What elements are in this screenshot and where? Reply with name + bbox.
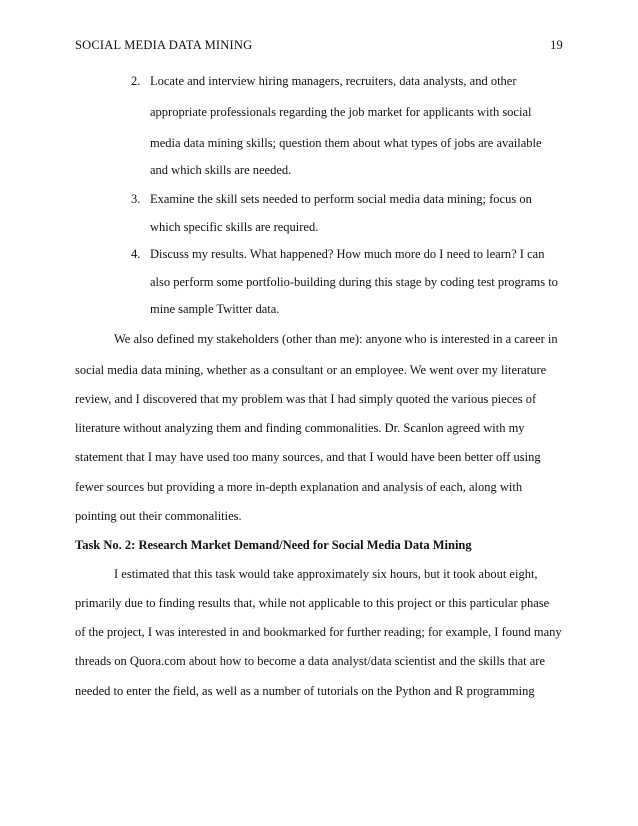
section-heading: Task No. 2: Research Market Demand/Need for Social Media Data Mining [75,538,472,552]
list-item-line: mine sample Twitter data. [150,302,280,316]
body-line: pointing out their commonalities. [75,509,242,523]
list-item-number: 4. [131,247,141,261]
body-line: We also defined my stakeholders (other than me): anyone who is interested in a career in [114,332,558,346]
list-item-line: which specific skills are required. [150,220,319,234]
list-item-line: appropriate professionals regarding the job market for applicants with social [150,105,532,119]
body-line: statement that I may have used too many sources, and that I would have been better off using [75,450,541,464]
page-number: 19 [550,38,563,52]
body-line: needed to enter the field, as well as a number of tutorials on the Python and R programming [75,684,535,698]
body-line: social media data mining, whether as a consultant or an employee. We went over my literature [75,363,547,377]
list-item-number: 2. [131,74,141,88]
list-item-line: media data mining skills; question them about what types of jobs are available [150,136,542,150]
body-line: review, and I discovered that my problem was that I had simply quoted the various pieces of [75,392,537,406]
header-title: SOCIAL MEDIA DATA MINING [75,38,253,52]
list-item-line: Examine the skill sets needed to perform social media data mining; focus on [150,192,532,206]
list-item-number: 3. [131,192,141,206]
list-item-line: and which skills are needed. [150,163,292,177]
running-header [75,38,563,54]
body-line: primarily due to finding results that, while not applicable to this project or this particular phase [75,596,550,610]
body-line: of the project, I was interested in and bookmarked for further reading; for example, I found many [75,625,562,639]
body-line: I estimated that this task would take approximately six hours, but it took about eight, [114,567,538,581]
list-item-line: Locate and interview hiring managers, recruiters, data analysts, and other [150,74,517,88]
body-line: threads on Quora.com about how to become a data analyst/data scientist and the skills that are [75,654,545,668]
list-item-line: Discuss my results. What happened? How much more do I need to learn? I can [150,247,545,261]
body-line: fewer sources but providing a more in-depth explanation and analysis of each, along with [75,480,523,494]
body-line: literature without analyzing them and finding commonalities. Dr. Scanlon agreed with my [75,421,525,435]
list-item-line: also perform some portfolio-building during this stage by coding test programs to [150,275,558,289]
